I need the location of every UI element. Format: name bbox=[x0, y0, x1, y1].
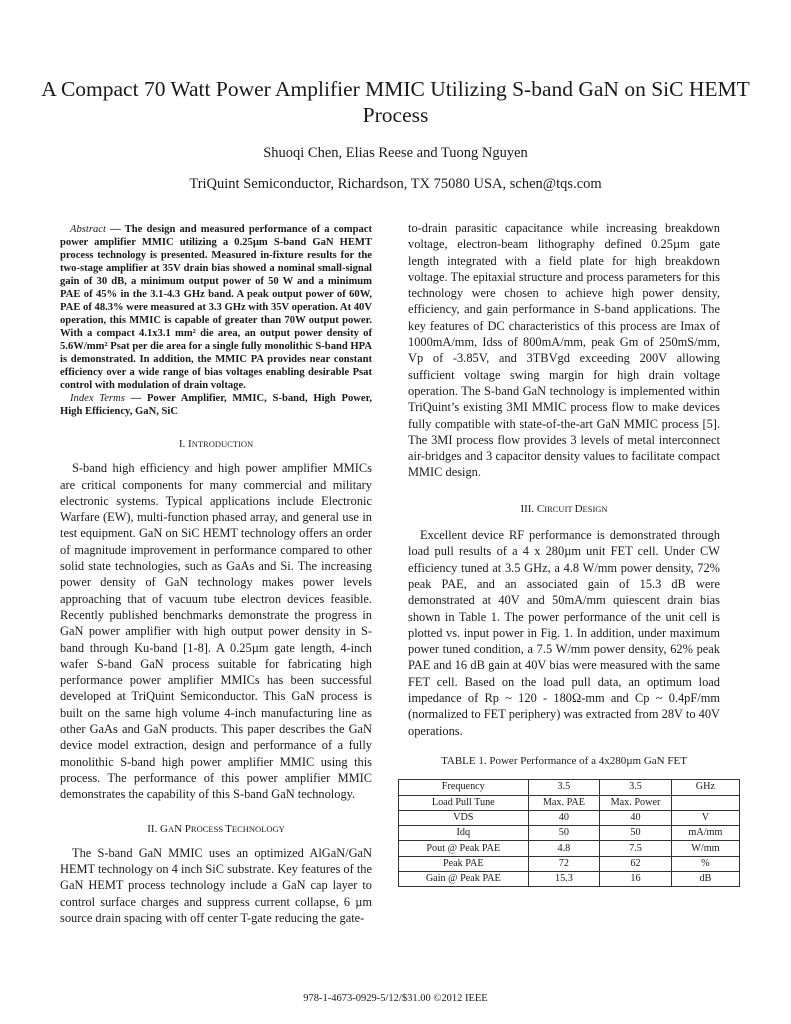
gan-process-body: The S-band GaN MMIC uses an optimized AlGaN/GaN HEMT technology on 4 inch SiC substrate. Key features of the GaN HEMT process technology include a GaN cap layer to control surface charges and suppress current collapse, 6 µm source drain spacing with off center T-gate reducing the gate- bbox=[60, 845, 372, 926]
table-cell: Peak PAE bbox=[399, 856, 529, 871]
table-row bbox=[399, 871, 740, 886]
table-cell: Idq bbox=[399, 826, 529, 841]
table-cell: VDS bbox=[399, 810, 529, 825]
table-cell: V bbox=[671, 810, 739, 825]
table-cell: % bbox=[671, 856, 739, 871]
affiliation: TriQuint Semiconductor, Richardson, TX 75080 USA, schen@tqs.com bbox=[189, 176, 602, 192]
authors: Shuoqi Chen, Elias Reese and Tuong Nguyen bbox=[263, 145, 528, 161]
table-cell bbox=[671, 795, 739, 810]
gan-process-body-continued: to-drain parasitic capacitance while increasing breakdown voltage, electron-beam lithography defined 0.25µm gate length integrated with a field plate for high breakdown voltage. The epitaxial structure and process parameters for this technology were chosen to achieve high power density, efficiency, and gain performance in S-band applications. The key features of DC characteristics of this process are Imax of 1000mA/mm, Idss of 800mA/mm, peak Gm of 250mS/mm, Vp of -3.85V, and 3TBVgd exceeding 200V allowing sufficient voltage swing margin for high drain voltage operation. The S-band GaN technology is implemented within TriQuint’s existing 3MI MMIC process flow to make devices fully compatible with state-of-the-art GaN MMIC process [5]. The 3MI process flow provides 3 levels of metal interconnect air-bridges and 3 capacitor density values to facilitate compact MMIC design. bbox=[408, 221, 720, 480]
table-cell: W/mm bbox=[671, 841, 739, 856]
copyright-footer: 978-1-4673-0929-5/12/$31.00 ©2012 IEEE bbox=[303, 993, 488, 1004]
table-row bbox=[399, 810, 740, 825]
table-row bbox=[399, 780, 740, 795]
table-cell: 62 bbox=[600, 856, 672, 871]
abstract-label: Abstract bbox=[70, 224, 106, 235]
table-row bbox=[399, 856, 740, 871]
table-cell: Gain @ Peak PAE bbox=[399, 871, 529, 886]
table-cell: 40 bbox=[528, 810, 600, 825]
section-heading-gan-process: II. GAN PROCESS TECHNOLOGY bbox=[147, 822, 285, 835]
section-heading-circuit-design: III. CIRCUIT DESIGN bbox=[520, 502, 608, 515]
introduction-body: S-band high efficiency and high power amplifier MMICs are critical components for many commercial and military electronic systems. Typical applications include Electronic Warfare (EW), multi-function phased array, and general use in test equipment. GaN on SiC HEMT technology offers an order of magnitude improvement in performance compared to other solid state technologies, such as GaAs and Si. The increasing power density of GaN technology makes power levels approaching that of vacuum tube electron devices feasible. Recently published benchmarks demonstrate the progress in GaN power amplifier with high output power density in S-band through Ku-band [1-8]. A 0.25µm gate length, 4-inch wafer S-band GaN process suitable for fabricating high performance power amplifier MMICs has been successful developed at TriQuint Semiconductor. This GaN process is built on the same high volume 4-inch manufacturing line as other GaAs and GaN products. This paper describes the GaN device model extraction, design and performance of a fully monolithic S-band high power amplifier MMIC using this process. The performance of this power amplifier MMIC demonstrates the capability of this S-band GaN technology. bbox=[60, 461, 372, 802]
left-column bbox=[60, 223, 372, 926]
table-cell: 72 bbox=[528, 856, 600, 871]
table-cell: 50 bbox=[600, 826, 672, 841]
table-cell: 3.5 bbox=[528, 780, 600, 795]
table-cell: Max. PAE bbox=[528, 795, 600, 810]
table-cell: GHz bbox=[671, 780, 739, 795]
abstract bbox=[60, 223, 372, 418]
power-performance-table bbox=[398, 779, 740, 887]
table-cell: 40 bbox=[600, 810, 672, 825]
table-cell: mA/mm bbox=[671, 826, 739, 841]
table-caption: TABLE 1. Power Performance of a 4x280µm GaN FET bbox=[441, 754, 687, 767]
paper-title: A Compact 70 Watt Power Amplifier MMIC Utilizing S-band GaN on SiC HEMT Process bbox=[41, 77, 750, 127]
index-terms-text: — Power Amplifier, MMIC, S-band, High Power, High Efficiency, GaN, SiC bbox=[60, 393, 373, 417]
table-cell: 4.8 bbox=[528, 841, 600, 856]
right-column bbox=[408, 220, 723, 887]
table-row bbox=[399, 826, 740, 841]
table-cell: Max. Power bbox=[600, 795, 672, 810]
table-cell: Frequency bbox=[399, 780, 529, 795]
table-cell: Load Pull Tune bbox=[399, 795, 529, 810]
index-terms-label: Index Terms bbox=[70, 393, 125, 404]
abstract-text: — The design and measured performance of a compact power amplifier MMIC utilizing a 0.25µm S-band GaN HEMT process technology is presented. Measured in-fixture results for the two-stage amplifier at 35V drain bias showed a nominal small-signal gain of 30 dB, a minimum output power of 50 W and a minimum PAE of 45% in the 3.1-4.3 GHz band. A peak output power of 60W, PAE of 48.3% were measured at 3.3 GHz with 35V operation. At 40V operation, this MMIC is capable of greater than 70W output power. With a compact 4.1x3.1 mm² die area, an output power density of 5.6W/mm² Psat per die area for a single fully monolithic S-band HPA is demonstrated. In addition, the MMIC PA provides near constant efficiency over a wide range of bias voltages enabling desirable Psat control with modulation of drain voltage. bbox=[60, 224, 372, 391]
table-cell: 50 bbox=[528, 826, 600, 841]
table-cell: 15.3 bbox=[528, 871, 600, 886]
table-cell: 7.5 bbox=[600, 841, 672, 856]
table-row bbox=[399, 795, 740, 810]
table-row bbox=[399, 841, 740, 856]
table-cell: 16 bbox=[600, 871, 672, 886]
table-cell: 3.5 bbox=[600, 780, 672, 795]
circuit-design-body: Excellent device RF performance is demonstrated through load pull results of a 4 x 280µm unit FET cell. Under CW efficiency tuned at 3.5 GHz, a 4.8 W/mm power density, 72% peak PAE, and an associated gain of 15.3 dB were demonstrated at 40V and 50mA/mm quiescent drain bias shown in Table 1. The power performance of the unit cell is plotted vs. input power in Fig. 1. In addition, under maximum power tuned condition, a 7.5 W/mm power density, 62% peak PAE and 16 dB gain at 40V bias were measured with the same FET cell. Based on the load pull data, an optimum load impedance of Rp ~ 120 - 180Ω-mm and Cp ~ 0.4pF/mm (normalized to FET periphery) was extracted from 28V to 40V operations. bbox=[408, 528, 720, 738]
table-cell: dB bbox=[671, 871, 739, 886]
table-cell: Pout @ Peak PAE bbox=[399, 841, 529, 856]
section-heading-introduction: I. INTRODUCTION bbox=[178, 438, 254, 450]
